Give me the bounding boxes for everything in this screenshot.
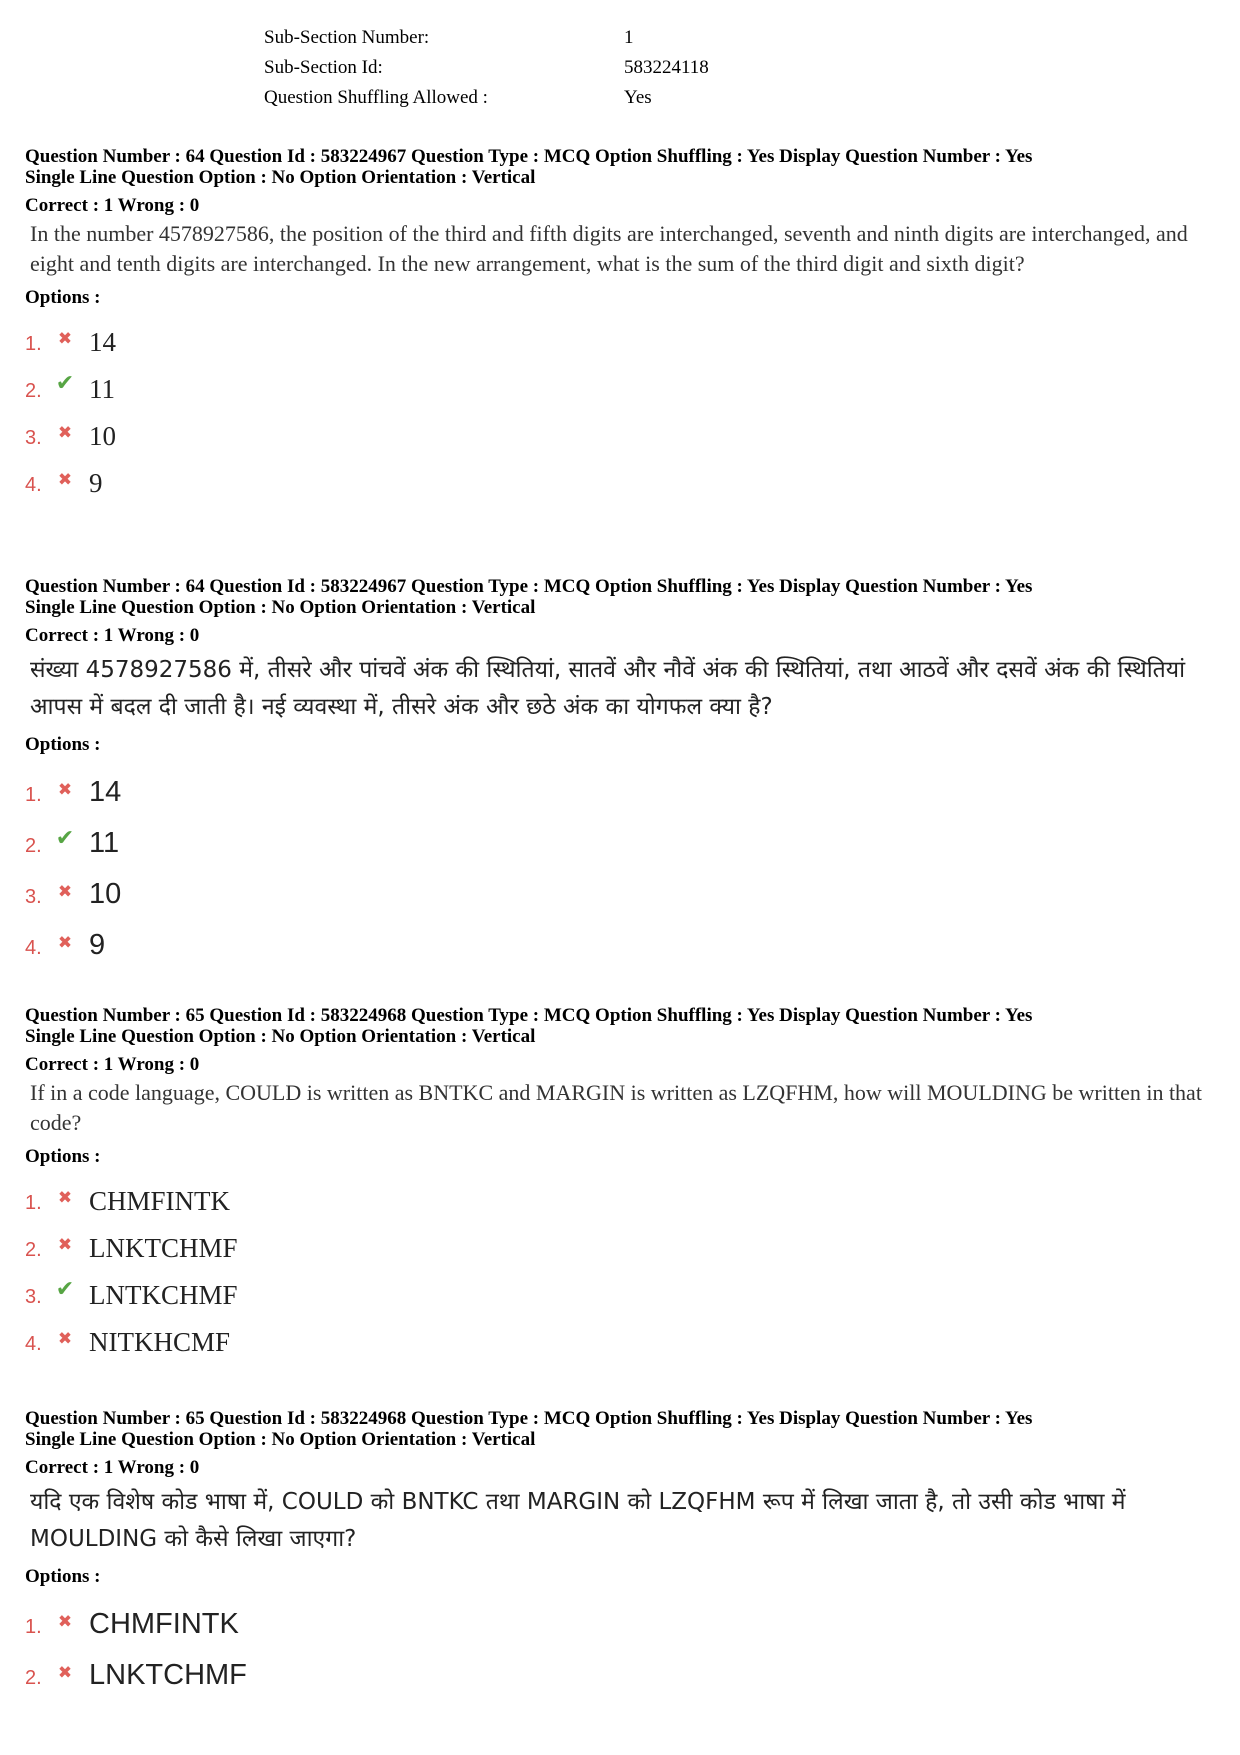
cross-icon: ✖	[57, 882, 73, 902]
option-number: 3.	[25, 886, 42, 908]
option-number: 1.	[25, 1616, 42, 1638]
option-number: 3.	[25, 1286, 42, 1308]
option-text: LNKTCHMF	[89, 1233, 238, 1263]
subsection-info	[264, 24, 709, 114]
option-number: 1.	[25, 1192, 42, 1214]
option-item	[25, 1309, 1220, 1356]
subsection-id-row	[264, 54, 709, 84]
option-number: 1.	[25, 333, 42, 355]
option-number: 2.	[25, 1667, 42, 1689]
question-text: If in a code language, COULD is written as BNTKC and MARGIN is written as LZQFHM, how will MOULDING be written in that code?	[30, 1080, 1202, 1135]
option-text: 14	[89, 327, 116, 357]
cross-icon: ✖	[57, 1188, 73, 1208]
question-scores: Correct : 1 Wrong : 0	[25, 1457, 200, 1478]
question-meta-line: Question Number : 64 Question Id : 583224967 Question Type : MCQ Option Shuffling : Yes Display Question Number : Yes	[25, 146, 1033, 167]
question-meta-line: Single Line Question Option : No Option Orientation : Vertical	[25, 597, 536, 618]
subsection-id-value: 583224118	[624, 57, 709, 78]
option-item	[25, 1588, 1220, 1639]
option-text: 11	[89, 827, 120, 859]
cross-icon: ✖	[57, 423, 73, 443]
cross-icon: ✖	[57, 470, 73, 490]
question-meta-line: Question Number : 65 Question Id : 583224968 Question Type : MCQ Option Shuffling : Yes Display Question Number : Yes	[25, 1408, 1033, 1429]
question-meta-line: Single Line Question Option : No Option Orientation : Vertical	[25, 1429, 536, 1450]
options-label: Options :	[25, 287, 101, 308]
question-scores: Correct : 1 Wrong : 0	[25, 625, 200, 646]
option-number: 4.	[25, 937, 42, 959]
option-number: 4.	[25, 474, 42, 496]
option-text: LNKTCHMF	[89, 1659, 247, 1691]
option-text: 10	[89, 878, 122, 910]
question-meta-line: Single Line Question Option : No Option Orientation : Vertical	[25, 1026, 536, 1047]
option-text: CHMFINTK	[89, 1186, 231, 1216]
options-label: Options :	[25, 1146, 101, 1167]
option-item	[25, 858, 1220, 909]
question-block	[25, 576, 1220, 960]
subsection-number-value: 1	[624, 27, 634, 48]
subsection-number-label: Sub-Section Number:	[264, 27, 430, 48]
question-block	[25, 1408, 1220, 1690]
options-list	[25, 1168, 1220, 1356]
question-text: यदि एक विशेष कोड भाषा में, COULD को BNTKC तथा MARGIN को LZQFHM रूप में लिखा जाता है, तो उसी कोड भाषा में MOULDING को कैसे लिखा जाएगा?	[30, 1489, 1126, 1552]
question-shuffling-label: Question Shuffling Allowed :	[264, 87, 488, 108]
question-meta-line: Question Number : 64 Question Id : 583224967 Question Type : MCQ Option Shuffling : Yes Display Question Number : Yes	[25, 576, 1033, 597]
option-item	[25, 1262, 1220, 1309]
cross-icon: ✖	[57, 1612, 73, 1632]
question-scores: Correct : 1 Wrong : 0	[25, 1054, 200, 1075]
cross-icon: ✖	[57, 329, 73, 349]
option-text: 9	[89, 468, 103, 498]
option-text: CHMFINTK	[89, 1608, 239, 1640]
option-text: NITKHCMF	[89, 1327, 231, 1357]
options-list	[25, 309, 1220, 497]
cross-icon: ✖	[57, 780, 73, 800]
subsection-id-label: Sub-Section Id:	[264, 57, 383, 78]
option-text: 14	[89, 776, 122, 808]
option-item	[25, 356, 1220, 403]
question-shuffling-value: Yes	[624, 87, 652, 108]
question-scores: Correct : 1 Wrong : 0	[25, 195, 200, 216]
cross-icon: ✖	[57, 933, 73, 953]
check-icon: ✔	[55, 1277, 75, 1302]
option-text: 9	[89, 929, 106, 961]
option-item	[25, 450, 1220, 497]
option-text: LNTKCHMF	[89, 1280, 238, 1310]
question-block	[25, 1005, 1220, 1356]
cross-icon: ✖	[57, 1235, 73, 1255]
option-item	[25, 1639, 1220, 1690]
option-item	[25, 756, 1220, 807]
check-icon: ✔	[55, 371, 75, 396]
option-number: 1.	[25, 784, 42, 806]
subsection-number-row	[264, 24, 709, 54]
option-text: 10	[89, 421, 116, 451]
option-item	[25, 1215, 1220, 1262]
question-meta-line: Single Line Question Option : No Option Orientation : Vertical	[25, 167, 536, 188]
option-number: 2.	[25, 1239, 42, 1261]
question-shuffling-row	[264, 84, 709, 114]
question-text: संख्या 4578927586 में, तीसरे और पांचवें अंक की स्थितियां, सातवें और नौवें अंक की स्थितियां, तथा आठवें और दसवें अंक की स्थितियां आपस में बदल दी जाती है। नई व्यवस्था में, तीसरे अंक और छठे अंक का योगफल क्या है?	[30, 657, 1186, 720]
options-label: Options :	[25, 734, 101, 755]
options-label: Options :	[25, 1566, 101, 1587]
option-item	[25, 309, 1220, 356]
check-icon: ✔	[55, 826, 75, 851]
option-item	[25, 403, 1220, 450]
question-block	[25, 146, 1220, 497]
question-text: In the number 4578927586, the position of the third and fifth digits are interchanged, seventh and ninth digits are interchanged, and eight and tenth digits are interchanged. In the new arrangement, what is the sum of the third digit and sixth digit?	[30, 221, 1188, 276]
question-meta-line: Question Number : 65 Question Id : 583224968 Question Type : MCQ Option Shuffling : Yes Display Question Number : Yes	[25, 1005, 1033, 1026]
option-item	[25, 1168, 1220, 1215]
option-item	[25, 909, 1220, 960]
option-number: 3.	[25, 427, 42, 449]
option-item	[25, 807, 1220, 858]
option-number: 4.	[25, 1333, 42, 1355]
option-text: 11	[89, 374, 115, 404]
cross-icon: ✖	[57, 1663, 73, 1683]
options-list	[25, 756, 1220, 960]
option-number: 2.	[25, 380, 42, 402]
options-list	[25, 1588, 1220, 1690]
cross-icon: ✖	[57, 1329, 73, 1349]
option-number: 2.	[25, 835, 42, 857]
